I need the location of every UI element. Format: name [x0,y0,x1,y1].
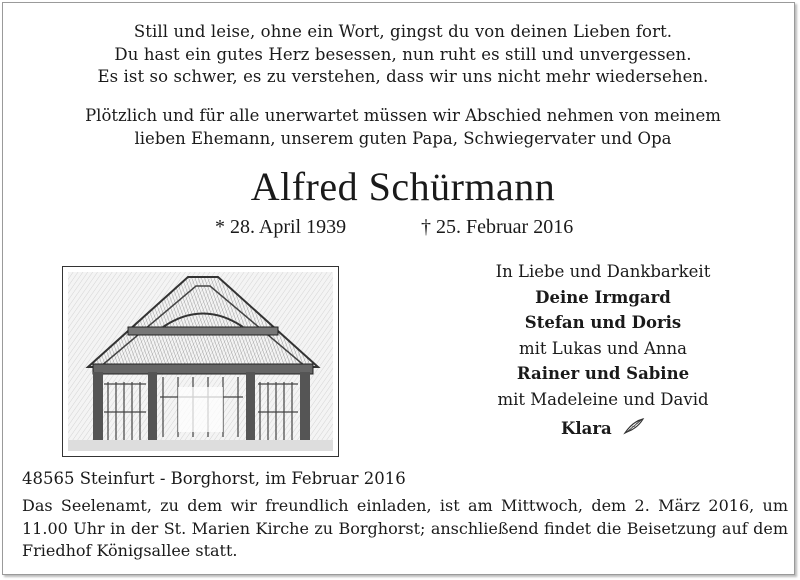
obituary-notice [2,2,795,575]
mourner-family-2: Rainer und Sabine [516,364,690,383]
mourner-pet: Klara [561,419,612,438]
service-information: Das Seelenamt, zu dem wir freundlich einladen, ist am Mittwoch, dem 2. März 2016, um 11.00 Uhr in der St. Marien Kirche zu Borghorst; anschließend findet die Beisetzung auf dem Friedhof Königsallee statt. [22,496,788,560]
announcement-text [3,105,800,150]
mourners-heading: In Liebe und Dankbarkeit [495,262,711,281]
mourners-list [393,259,800,442]
memorial-image [62,266,339,457]
timber-gate-illustration [68,272,333,451]
verse-line: Du hast ein gutes Herz besessen, nun ruht es still und unvergessen. [114,44,692,64]
memorial-verse [3,21,800,89]
place-and-date: 48565 Steinfurt - Borghorst, im Februar 2016 [22,469,406,488]
death-date: † 25. Februar 2016 [421,216,574,238]
mourner-children-2: mit Madeleine und David [497,389,709,409]
announcement-line: Plötzlich und für alle unerwartet müssen wir Abschied nehmen von meinem [85,106,721,125]
mourner-family-1: Stefan und Doris [524,313,682,332]
feather-quill-icon [623,417,645,443]
mourner-pet-row [393,416,800,442]
verse-line: Still und leise, ohne ein Wort, gingst du von deinen Lieben fort. [133,22,673,41]
mourner-spouse: Deine Irmgard [535,287,671,307]
deceased-name: Alfred Schürmann [250,164,556,209]
announcement-line: lieben Ehemann, unserem guten Papa, Schwiegervater und Opa [134,128,672,148]
birth-date: * 28. April 1939 [215,216,347,238]
mourner-children-1: mit Lukas und Anna [519,338,687,358]
verse-line: Es ist so schwer, es zu verstehen, dass wir uns nicht mehr wiedersehen. [97,67,709,86]
